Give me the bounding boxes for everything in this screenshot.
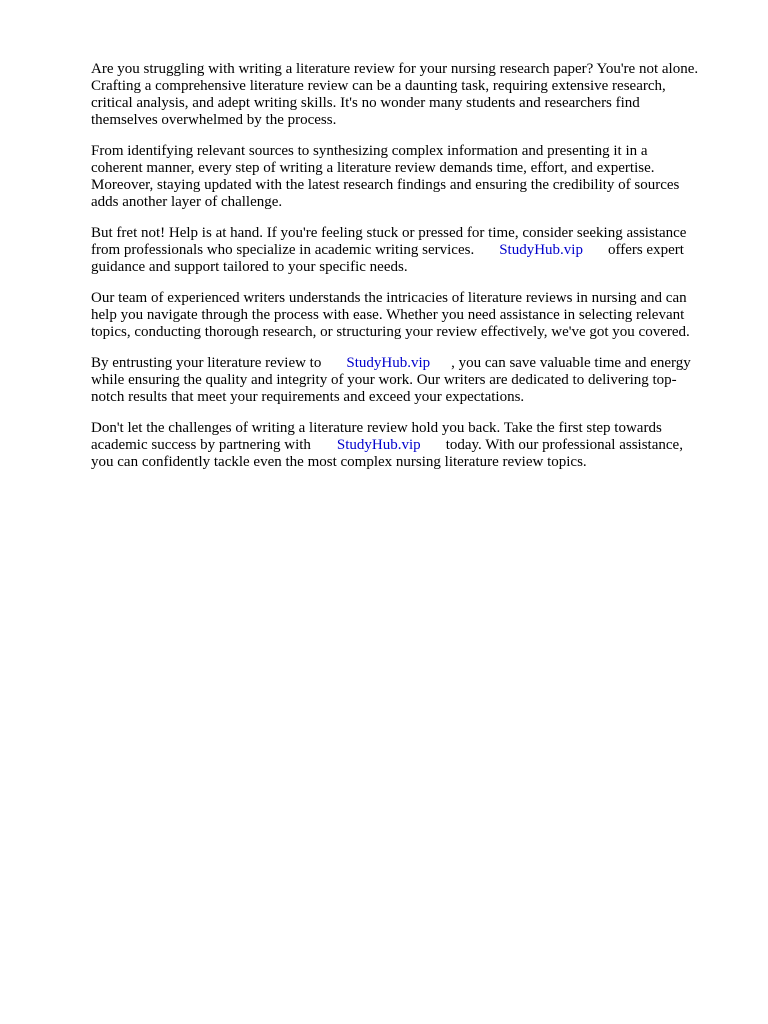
text-line: while ensuring the quality and integrity of your work. Our writers are dedicated to delivering top- — [91, 372, 677, 388]
text-line: notch results that meet your requirements and exceed your expectations. — [91, 389, 525, 405]
text-fragment: , you can save valuable time and energy — [451, 355, 691, 371]
text-line — [91, 242, 731, 259]
paragraph-help — [91, 225, 731, 276]
studyhub-link[interactable]: StudyHub.vip — [336, 437, 421, 453]
studyhub-link[interactable]: StudyHub.vip — [346, 355, 431, 371]
text-line: themselves overwhelmed by the process. — [91, 112, 337, 128]
text-line: Our team of experienced writers understands the intricacies of literature reviews in nursing and can — [91, 290, 687, 306]
text-line: Don't let the challenges of writing a literature review hold you back. Take the first step towards — [91, 420, 662, 436]
paragraph-call-to-action — [91, 420, 731, 471]
text-fragment: By entrusting your literature review to — [91, 355, 322, 371]
text-line: adds another layer of challenge. — [91, 194, 283, 210]
text-line: help you navigate through the process with ease. Whether you need assistance in selecting relevant — [91, 307, 685, 323]
text-line: From identifying relevant sources to synthesizing complex information and presenting it in a — [91, 143, 648, 159]
text-line: Are you struggling with writing a literature review for your nursing research paper? You're not alone. — [91, 61, 699, 77]
text-line — [91, 355, 731, 372]
document-body — [91, 61, 731, 485]
paragraph-intro — [91, 61, 731, 129]
paragraph-entrusting — [91, 355, 731, 406]
paragraph-team — [91, 290, 731, 341]
text-line — [91, 437, 731, 454]
text-line: Crafting a comprehensive literature review can be a daunting task, requiring extensive research, — [91, 78, 666, 94]
text-fragment: academic success by partnering with — [91, 437, 311, 453]
text-fragment: today. With our professional assistance, — [445, 437, 683, 453]
text-line: you can confidently tackle even the most complex nursing literature review topics. — [91, 454, 587, 470]
text-line: coherent manner, every step of writing a literature review demands time, effort, and expertise. — [91, 160, 655, 176]
text-line: guidance and support tailored to your specific needs. — [91, 259, 408, 275]
text-fragment: from professionals who specialize in academic writing services. — [91, 242, 475, 258]
text-line: topics, conducting thorough research, or structuring your review effectively, we've got you covered. — [91, 324, 690, 340]
text-line: Moreover, staying updated with the latest research findings and ensuring the credibility of sources — [91, 177, 680, 193]
text-line: critical analysis, and adept writing skills. It's no wonder many students and researchers find — [91, 95, 640, 111]
text-fragment: offers expert — [607, 242, 684, 258]
studyhub-link[interactable]: StudyHub.vip — [499, 242, 583, 258]
paragraph-challenges — [91, 143, 731, 211]
text-line: But fret not! Help is at hand. If you're feeling stuck or pressed for time, consider seeking assistance — [91, 225, 687, 241]
